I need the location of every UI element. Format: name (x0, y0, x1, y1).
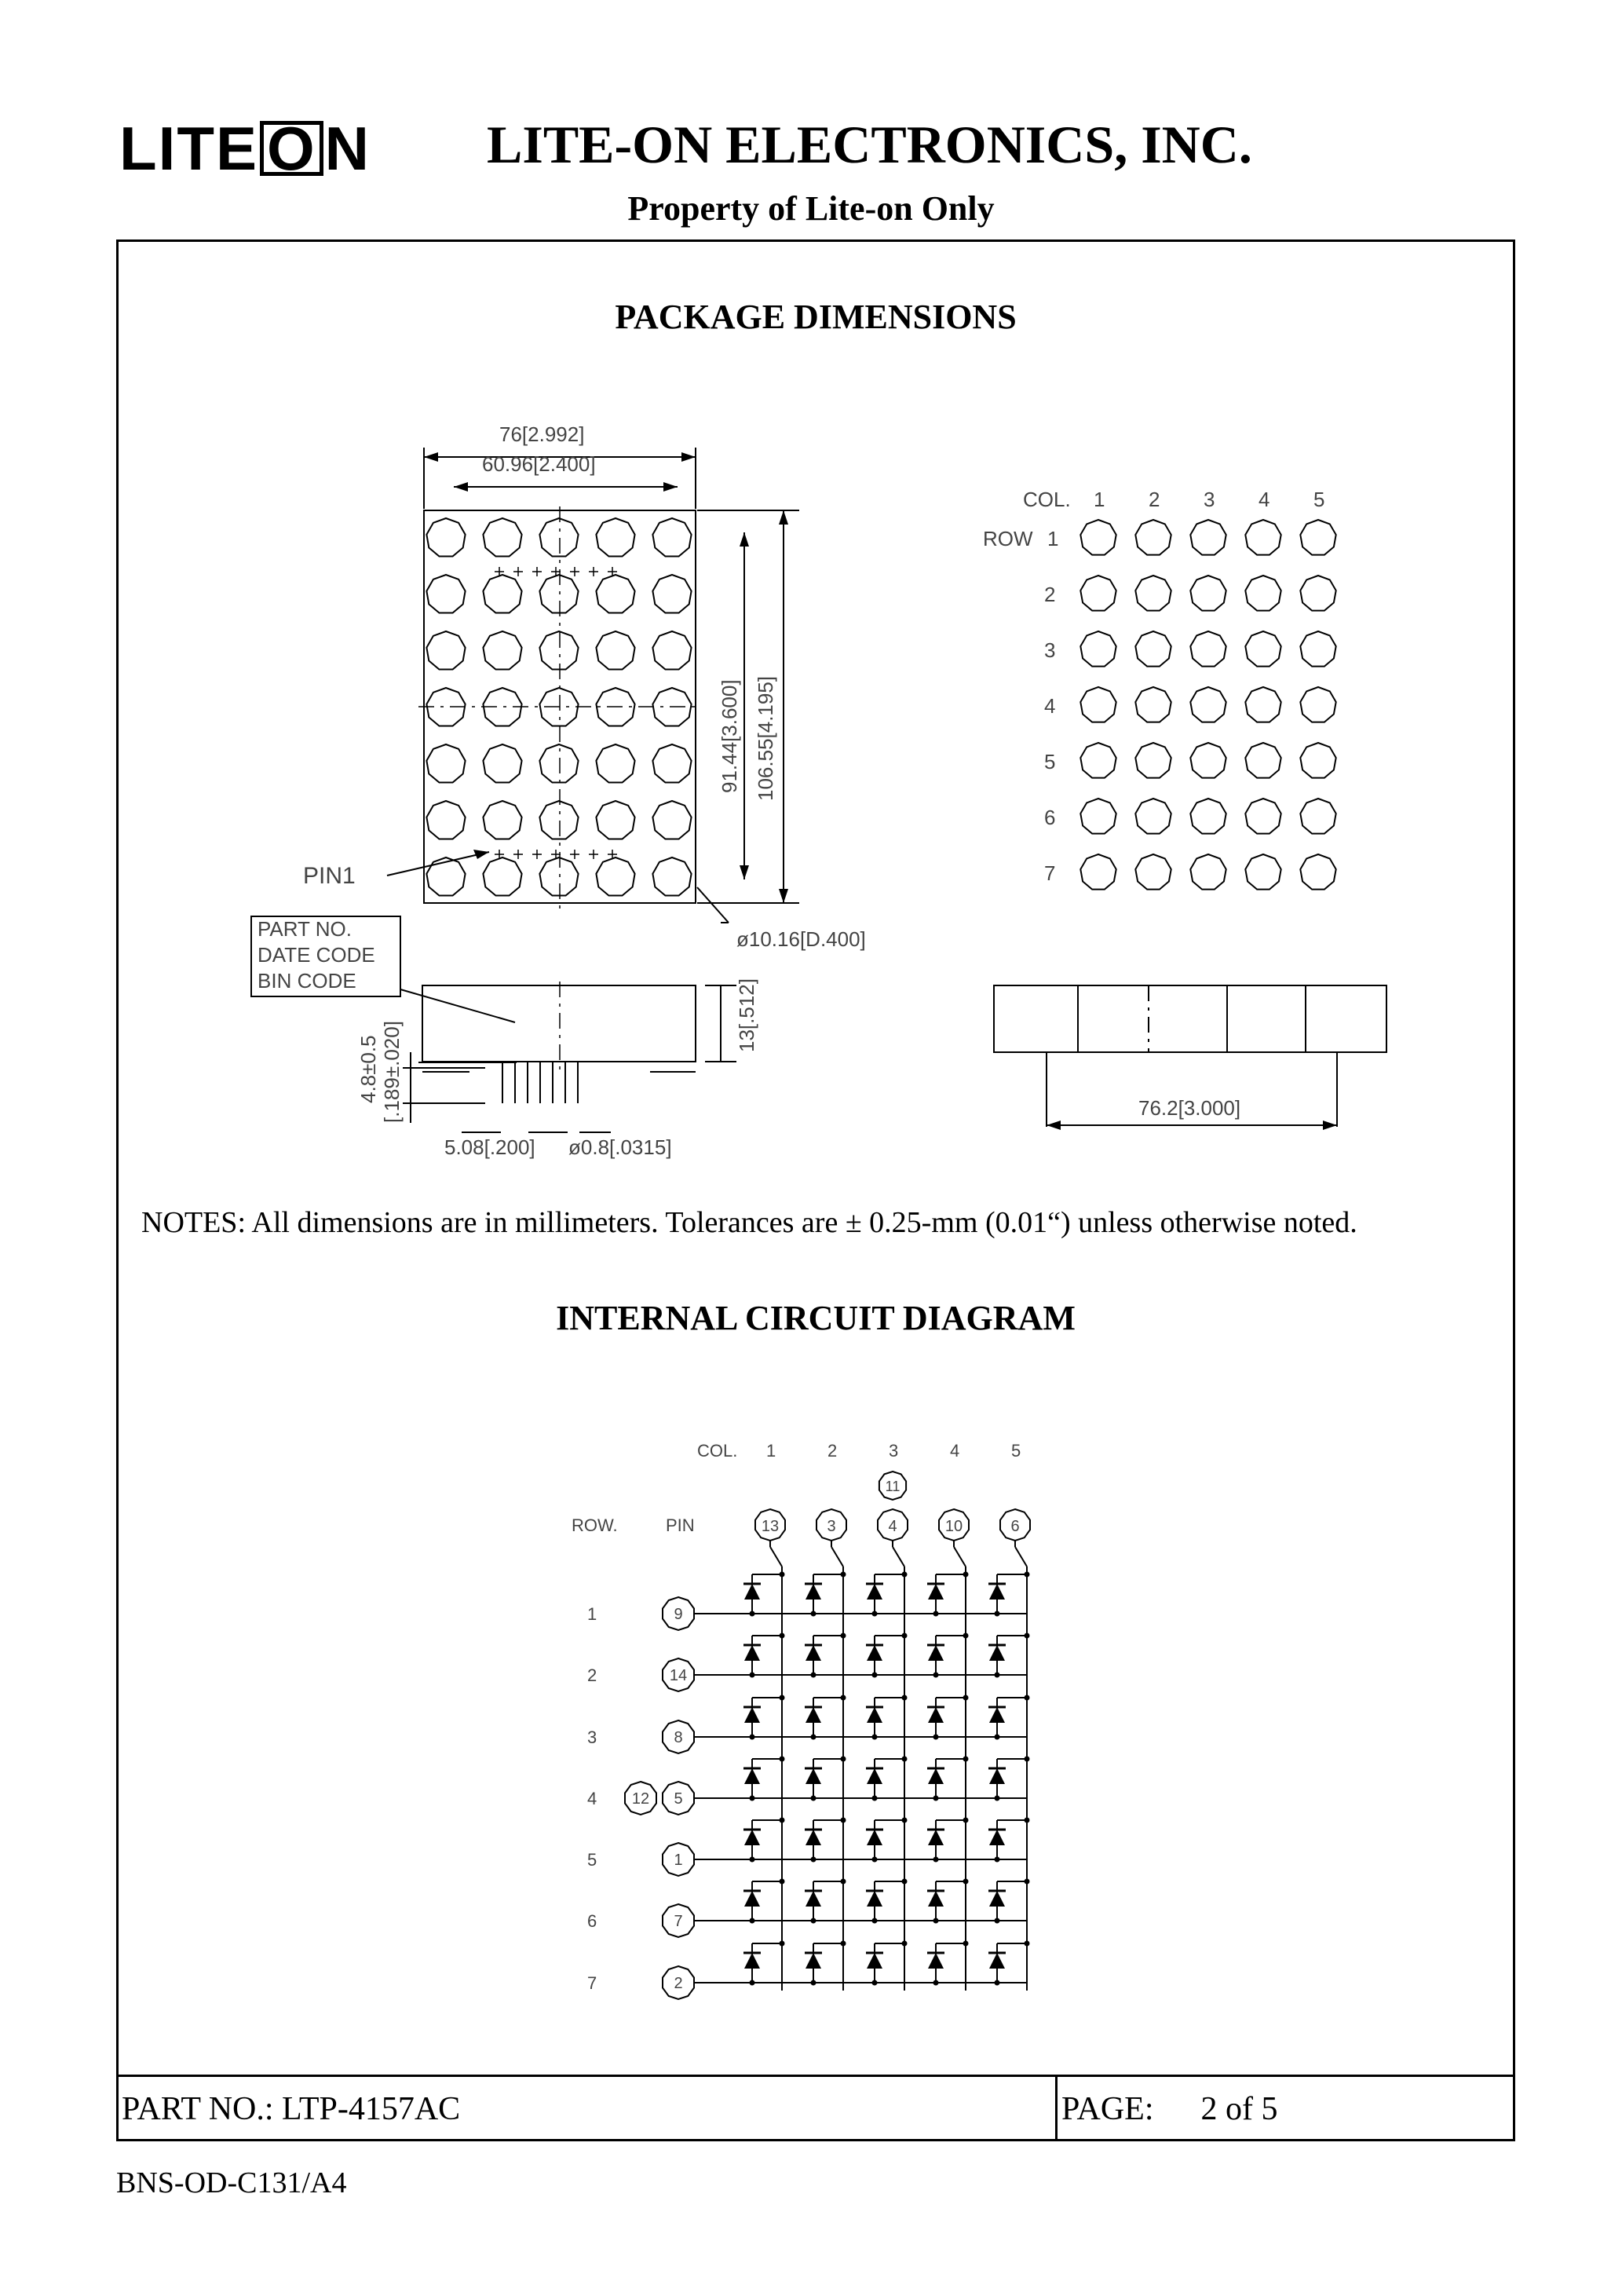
matrix-row-number: 6 (1044, 806, 1056, 829)
matrix-row-number: 1 (1047, 527, 1059, 550)
matrix-led-dot (1135, 854, 1171, 890)
dim-width-inner: 60.96[2.400] (482, 452, 596, 476)
junction-dot (872, 1735, 878, 1740)
matrix-led-dot (1300, 687, 1335, 722)
junction-dot (780, 1879, 785, 1885)
column-link (1015, 1547, 1027, 1567)
led-diode (989, 1830, 1005, 1845)
junction-dot (841, 1633, 846, 1639)
matrix-led-dot (1080, 631, 1116, 667)
company-name: LITE-ON ELECTRONICS, INC. (487, 115, 1252, 174)
row-pin-number: 7 (674, 1913, 683, 1930)
row-pin-number: 2 (674, 1975, 683, 1992)
liteon-logo: LITE O N (119, 114, 371, 183)
led-diode (744, 1707, 760, 1723)
junction-dot (963, 1879, 969, 1885)
junction-dot (902, 1695, 908, 1701)
circuit-row-label: ROW. (572, 1515, 618, 1535)
matrix-row-number: 5 (1044, 750, 1056, 773)
matrix-led-dot (1135, 799, 1171, 834)
led-diode (867, 1891, 882, 1907)
junction-dot (995, 1796, 1000, 1801)
matrix-col-number: 5 (1313, 488, 1325, 511)
junction-dot (933, 1918, 939, 1924)
dim-height-inner: 91.44[3.600] (718, 679, 741, 793)
junction-dot (750, 1857, 755, 1863)
junction-dot (902, 1941, 908, 1947)
label-part-no: PART NO. (258, 917, 352, 941)
matrix-led-dot (1135, 520, 1171, 555)
circuit-row-number: 2 (587, 1665, 597, 1685)
junction-dot (933, 1796, 939, 1801)
document-code: BNS-OD-C131/A4 (116, 2166, 347, 2199)
front-led-dot (596, 744, 634, 783)
circuit-diagram (116, 1413, 1515, 2010)
dim-height-side: 13[.512] (735, 978, 758, 1052)
row-pin-number: 1 (674, 1852, 683, 1869)
led-diode (744, 1645, 760, 1661)
junction-dot (995, 1611, 1000, 1617)
led-diode (867, 1645, 882, 1661)
dim-pin-dia: ø0.8[.0315] (568, 1135, 672, 1159)
junction-dot (841, 1695, 846, 1701)
led-diode (928, 1891, 944, 1907)
matrix-led-dot (1245, 799, 1280, 834)
dim-pin-length-in: [.189±.020] (380, 1021, 404, 1123)
junction-dot (811, 1673, 816, 1678)
front-led-dot (539, 575, 578, 613)
matrix-row-label: ROW (983, 527, 1033, 550)
matrix-led-dot (1300, 799, 1335, 834)
front-led-dot (652, 518, 691, 557)
junction-dot (780, 1633, 785, 1639)
junction-dot (780, 1572, 785, 1578)
junction-dot (872, 1796, 878, 1801)
matrix-led-dot (1080, 687, 1116, 722)
matrix-led-dot (1300, 631, 1335, 667)
front-led-dot (596, 518, 634, 557)
junction-dot (933, 1673, 939, 1678)
led-diode (928, 1707, 944, 1723)
junction-dot (780, 1757, 785, 1762)
circuit-col-number: 5 (1011, 1441, 1021, 1461)
front-led-dot (539, 744, 578, 783)
junction-dot (963, 1757, 969, 1762)
circuit-row-number: 5 (587, 1850, 597, 1870)
led-diode (806, 1953, 821, 1969)
junction-dot (995, 1980, 1000, 1986)
led-diode (989, 1891, 1005, 1907)
matrix-led-dot (1245, 631, 1280, 667)
matrix-col-label: COL. (1023, 488, 1071, 511)
front-led-dot (596, 857, 634, 896)
junction-dot (995, 1918, 1000, 1924)
junction-dot (780, 1818, 785, 1823)
junction-dot (811, 1611, 816, 1617)
led-diode (867, 1830, 882, 1845)
matrix-led-dot (1080, 576, 1116, 611)
matrix-led-dot (1190, 743, 1226, 778)
circuit-title: INTERNAL CIRCUIT DIAGRAM (556, 1299, 1076, 1337)
circuit-col-number: 2 (827, 1441, 838, 1461)
junction-dot (933, 1611, 939, 1617)
led-diode (744, 1830, 760, 1845)
junction-dot (995, 1673, 1000, 1678)
junction-dot (1025, 1879, 1030, 1885)
junction-dot (1025, 1572, 1030, 1578)
page-number (1061, 2090, 1278, 2128)
led-diode (928, 1953, 944, 1969)
front-led-dot (596, 801, 634, 839)
front-led-dot (652, 801, 691, 839)
led-diode (867, 1768, 882, 1784)
matrix-row-number: 7 (1044, 861, 1056, 885)
led-diode (867, 1584, 882, 1600)
junction-dot (750, 1980, 755, 1986)
matrix-led-dot (1135, 631, 1171, 667)
led-diode (744, 1584, 760, 1600)
dot-diameter: ø10.16[D.400] (736, 927, 866, 951)
column-pin-number: 10 (944, 1518, 963, 1535)
led-diode (989, 1953, 1005, 1969)
junction-dot (811, 1857, 816, 1863)
junction-dot (995, 1857, 1000, 1863)
led-diode (806, 1645, 821, 1661)
part-number: PART NO.: LTP-4157AC (122, 2091, 461, 2127)
led-diode (867, 1707, 882, 1723)
front-led-dot (483, 744, 521, 783)
junction-dot (902, 1757, 908, 1762)
front-led-dot (596, 575, 634, 613)
circuit-col-number: 3 (889, 1441, 899, 1461)
front-led-dot (652, 744, 691, 783)
matrix-led-dot (1245, 576, 1280, 611)
front-led-dot (539, 857, 578, 896)
row-pin-number: 5 (674, 1790, 683, 1808)
page-label: PAGE: (1061, 2091, 1154, 2127)
matrix-led-dot (1135, 687, 1171, 722)
junction-dot (902, 1572, 908, 1578)
matrix-led-dot (1245, 687, 1280, 722)
junction-dot (1025, 1757, 1030, 1762)
junction-dot (963, 1818, 969, 1823)
led-diode (806, 1707, 821, 1723)
matrix-led-dot (1080, 799, 1116, 834)
matrix-led-dot (1080, 520, 1116, 555)
matrix-led-dot (1300, 854, 1335, 890)
led-diode (989, 1645, 1005, 1661)
junction-dot (872, 1673, 878, 1678)
junction-dot (841, 1941, 846, 1947)
circuit-col-number: 1 (766, 1441, 776, 1461)
junction-dot (780, 1695, 785, 1701)
led-diode (744, 1891, 760, 1907)
column-link (893, 1547, 904, 1567)
led-diode (744, 1953, 760, 1969)
led-diode (806, 1830, 821, 1845)
junction-dot (750, 1918, 755, 1924)
circuit-col-number: 4 (950, 1441, 960, 1461)
junction-dot (750, 1673, 755, 1678)
front-led-dot (426, 575, 465, 613)
led-diode (989, 1584, 1005, 1600)
junction-dot (902, 1633, 908, 1639)
dim-pin-pitch: 5.08[.200] (444, 1135, 535, 1159)
junction-dot (902, 1818, 908, 1823)
front-led-dot (596, 631, 634, 670)
junction-dot (811, 1796, 816, 1801)
matrix-led-dot (1300, 576, 1335, 611)
column-link (831, 1547, 843, 1567)
led-diode (806, 1584, 821, 1600)
matrix-led-dot (1080, 743, 1116, 778)
front-led-dot (426, 857, 465, 896)
matrix-col-number: 4 (1259, 488, 1270, 511)
matrix-led-dot (1135, 576, 1171, 611)
front-led-dot (652, 631, 691, 670)
led-diode (806, 1768, 821, 1784)
junction-dot (872, 1980, 878, 1986)
package-dimensions-title: PACKAGE DIMENSIONS (615, 298, 1017, 336)
front-led-dot (426, 801, 465, 839)
pin1-label: PIN1 (303, 863, 356, 889)
junction-dot (811, 1980, 816, 1986)
junction-dot (1025, 1633, 1030, 1639)
dim-row-spacing: 76.2[3.000] (1138, 1096, 1241, 1120)
row-pin-number: 9 (674, 1606, 683, 1623)
column-pin-number: 3 (827, 1518, 836, 1535)
label-bin-code: BIN CODE (258, 969, 356, 993)
led-diode (928, 1830, 944, 1845)
junction-dot (750, 1611, 755, 1617)
matrix-led-dot (1190, 631, 1226, 667)
column-pin-number: 6 (1010, 1518, 1020, 1535)
matrix-led-dot (1190, 854, 1226, 890)
circuit-pin-label: PIN (666, 1515, 695, 1535)
matrix-led-dot (1190, 687, 1226, 722)
column-pin-number: 4 (888, 1518, 897, 1535)
led-diode (928, 1768, 944, 1784)
junction-dot (841, 1818, 846, 1823)
front-led-dot (426, 631, 465, 670)
extra-row-pin: 12 (631, 1790, 650, 1808)
matrix-row-number: 2 (1044, 583, 1056, 606)
matrix-led-dot (1135, 743, 1171, 778)
circuit-row-number: 4 (587, 1789, 597, 1808)
junction-dot (841, 1572, 846, 1578)
junction-dot (963, 1572, 969, 1578)
junction-dot (963, 1633, 969, 1639)
junction-dot (1025, 1818, 1030, 1823)
matrix-col-number: 3 (1204, 488, 1215, 511)
led-diode (806, 1891, 821, 1907)
front-led-dot (483, 518, 521, 557)
junction-dot (811, 1918, 816, 1924)
junction-dot (995, 1735, 1000, 1740)
junction-dot (1025, 1695, 1030, 1701)
front-led-dot (483, 575, 521, 613)
circuit-row-number: 3 (587, 1727, 597, 1747)
circuit-row-number: 1 (587, 1604, 597, 1624)
dim-height-outer: 106.55[4.195] (754, 675, 777, 801)
led-diode (989, 1768, 1005, 1784)
front-led-dot (539, 518, 578, 557)
front-led-dot (539, 631, 578, 670)
junction-dot (1025, 1941, 1030, 1947)
front-led-dot (652, 575, 691, 613)
junction-dot (933, 1980, 939, 1986)
subtitle: Property of Lite-on Only (627, 189, 995, 228)
led-diode (928, 1645, 944, 1661)
front-led-dot (652, 857, 691, 896)
matrix-led-dot (1300, 743, 1335, 778)
junction-dot (750, 1796, 755, 1801)
package-dimensions-drawing (116, 369, 1515, 1170)
matrix-col-number: 2 (1149, 488, 1160, 511)
matrix-led-dot (1245, 854, 1280, 890)
matrix-led-dot (1190, 576, 1226, 611)
led-diode (867, 1953, 882, 1969)
matrix-row-number: 3 (1044, 638, 1056, 662)
dim-width-outer: 76[2.992] (499, 422, 585, 446)
front-led-dot (426, 518, 465, 557)
matrix-col-number: 1 (1094, 488, 1105, 511)
junction-dot (963, 1695, 969, 1701)
matrix-led-dot (1245, 520, 1280, 555)
junction-dot (841, 1879, 846, 1885)
page-value: 2 of 5 (1200, 2091, 1278, 2127)
junction-dot (933, 1857, 939, 1863)
junction-dot (780, 1941, 785, 1947)
matrix-led-dot (1080, 854, 1116, 890)
circuit-row-number: 7 (587, 1973, 597, 1993)
junction-dot (872, 1857, 878, 1863)
circuit-row-number: 6 (587, 1911, 597, 1931)
front-led-dot (539, 801, 578, 839)
junction-dot (933, 1735, 939, 1740)
column-link (954, 1547, 966, 1567)
matrix-led-dot (1300, 520, 1335, 555)
led-diode (989, 1707, 1005, 1723)
junction-dot (750, 1735, 755, 1740)
matrix-row-number: 4 (1044, 694, 1056, 718)
column-link (770, 1547, 782, 1567)
extra-column-pin: 11 (885, 1479, 901, 1494)
label-date-code: DATE CODE (258, 943, 375, 967)
row-pin-number: 8 (674, 1729, 683, 1746)
matrix-led-dot (1190, 520, 1226, 555)
footer-divider (1055, 2075, 1058, 2141)
dim-pin-length: 4.8±0.5 (356, 1035, 380, 1103)
junction-dot (872, 1918, 878, 1924)
circuit-col-label: COL. (697, 1441, 738, 1461)
front-led-dot (426, 744, 465, 783)
front-led-dot (483, 801, 521, 839)
column-pin-number: 13 (761, 1518, 780, 1535)
front-led-dot (483, 857, 521, 896)
matrix-led-dot (1245, 743, 1280, 778)
junction-dot (811, 1735, 816, 1740)
junction-dot (963, 1941, 969, 1947)
led-diode (744, 1768, 760, 1784)
front-led-dot (483, 631, 521, 670)
matrix-led-dot (1190, 799, 1226, 834)
junction-dot (902, 1879, 908, 1885)
notes: NOTES: All dimensions are in millimeters. Tolerances are ± 0.25-mm (0.01“) unless otherwise noted. (141, 1206, 1357, 1239)
row-pin-number: 14 (669, 1667, 688, 1684)
led-diode (928, 1584, 944, 1600)
junction-dot (841, 1757, 846, 1762)
junction-dot (872, 1611, 878, 1617)
